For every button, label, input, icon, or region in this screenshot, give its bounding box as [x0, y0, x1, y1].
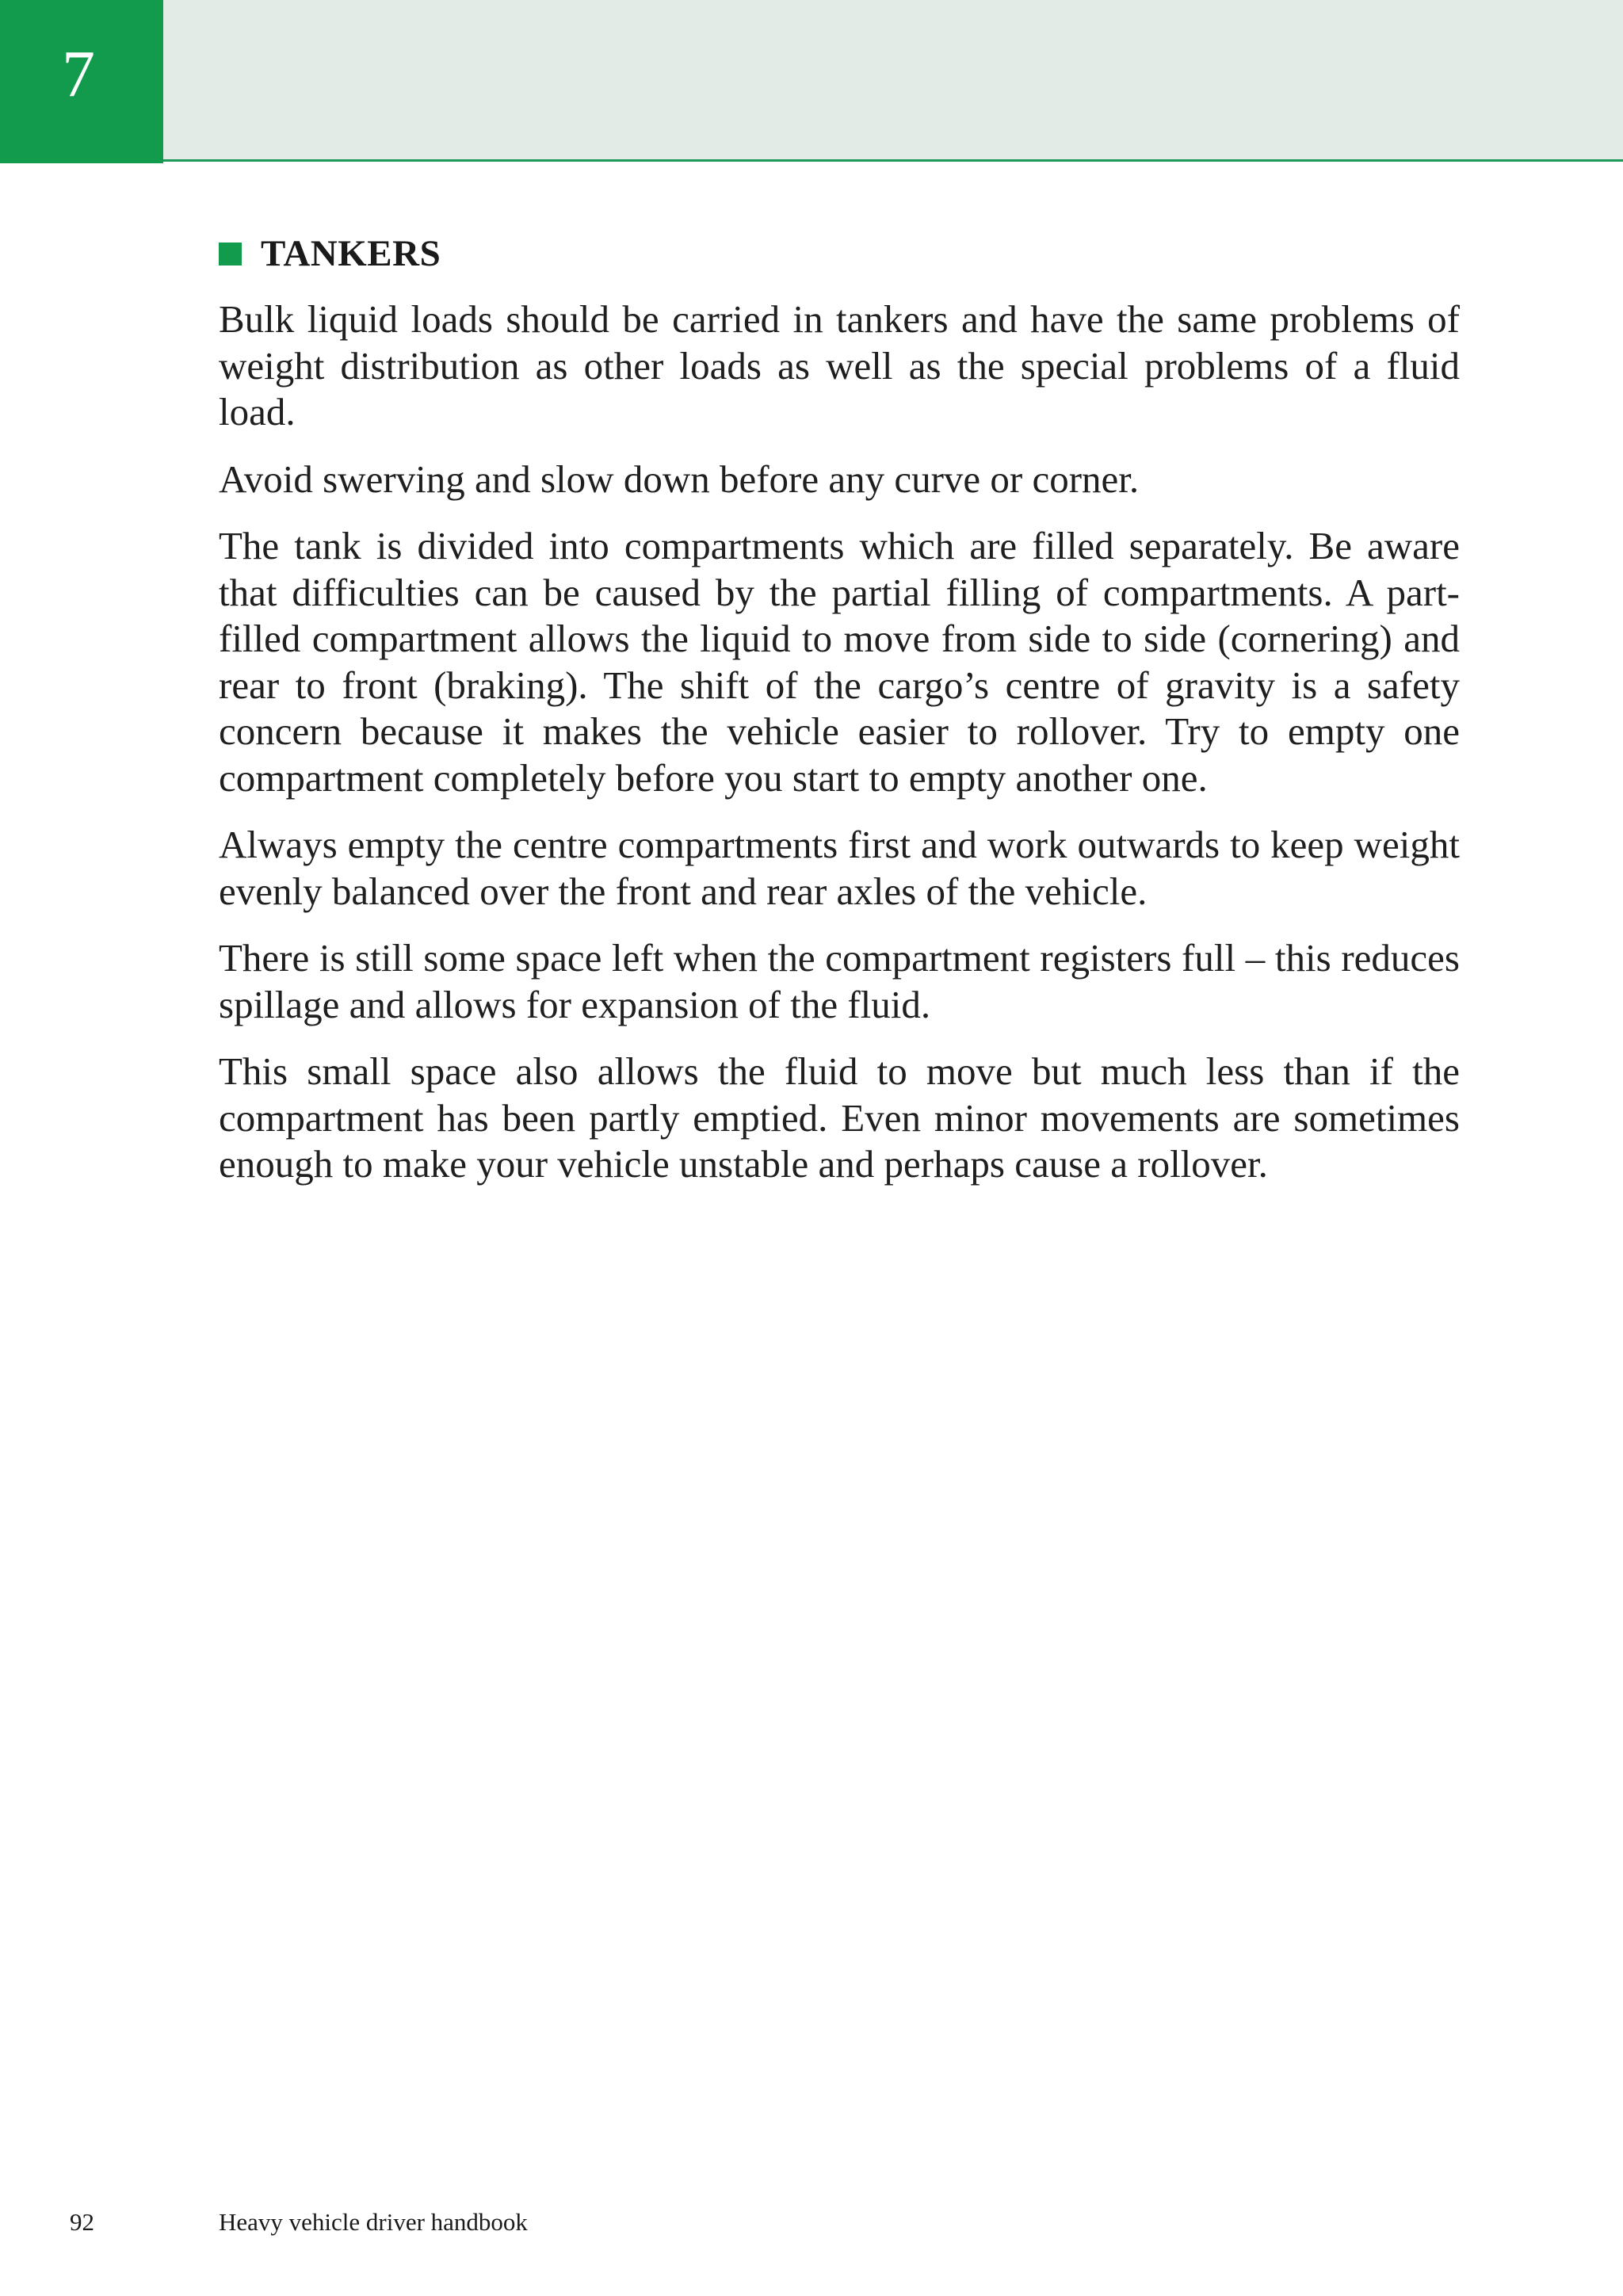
- paragraph-bulk-liquid-loads: Bulk liquid loads should be carried in tankers and have the same problems of weight distribution as other loads as well as the special problems of a fluid load.: [219, 297, 1460, 434]
- page-number: 92: [70, 2208, 94, 2236]
- page-footer: [0, 2208, 1623, 2240]
- paragraph-empty-centre-first: Always empty the centre compartments first and work outwards to keep weight evenly balanced over the front and rear axles of the vehicle.: [219, 823, 1460, 913]
- paragraph-tank-compartments: The tank is divided into compartments which are filled separately. Be aware that difficulties can be caused by the partial filling of compartments. A part-filled compartment allows the liquid to move from side to side (cornering) and rear to front (braking). The shift of the cargo’s centre of gravity is a safety concern because it makes the vehicle easier to rollover. Try to empty one compartment completely before you start to empty another one.: [219, 524, 1460, 800]
- paragraph-space-left: There is still some space left when the compartment registers full – this reduces spillage and allows for expansion of the fluid.: [219, 936, 1460, 1026]
- section-heading: [219, 228, 1460, 279]
- page-content: [219, 228, 1460, 1209]
- header-band: [0, 0, 1623, 162]
- chapter-number: 7: [62, 37, 95, 111]
- chapter-tab: [0, 0, 163, 163]
- section-title: TANKERS: [261, 233, 441, 274]
- square-bullet-icon: [219, 243, 242, 266]
- footer-book-title: Heavy vehicle driver handbook: [219, 2208, 528, 2236]
- paragraph-small-space: This small space also allows the fluid to move but much less than if the compartment has been partly emptied. Even minor movements are sometimes enough to make your vehicle unstable and perhaps cause a rollover.: [219, 1049, 1460, 1186]
- paragraph-avoid-swerving: Avoid swerving and slow down before any curve or corner.: [219, 457, 1140, 501]
